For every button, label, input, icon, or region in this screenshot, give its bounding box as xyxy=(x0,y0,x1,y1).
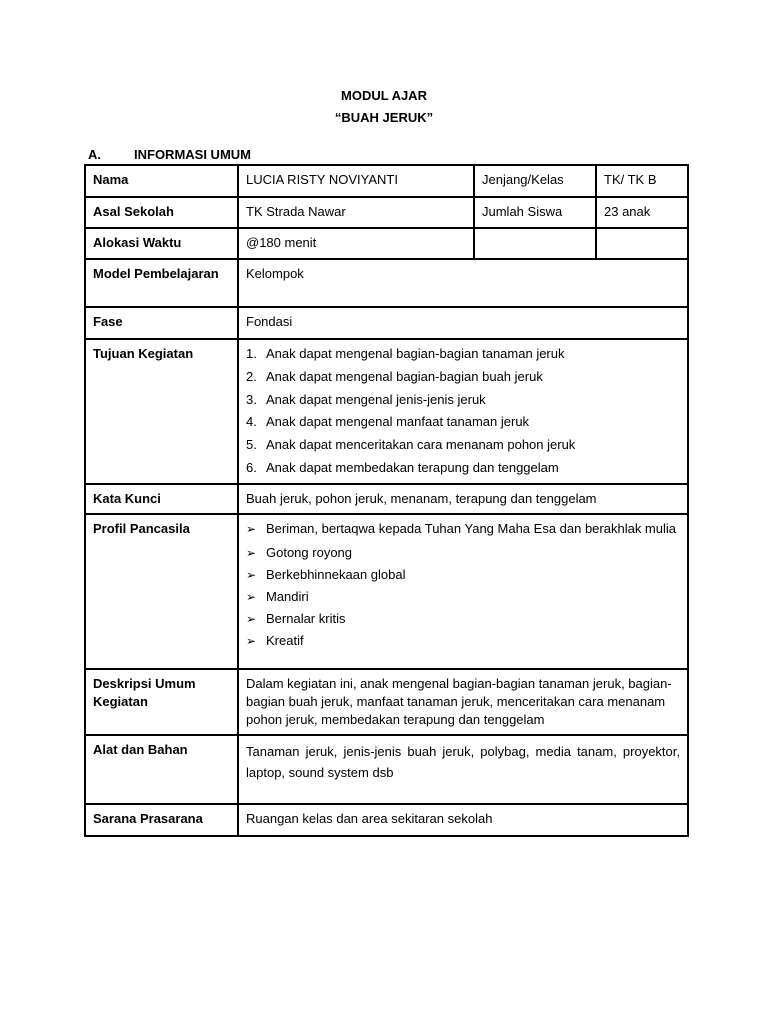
list-text: Mandiri xyxy=(266,588,309,604)
list-item xyxy=(246,630,680,652)
list-number: 4. xyxy=(246,414,257,430)
list-text: Anak dapat membedakan terapung dan tenggelam xyxy=(266,459,559,475)
deskripsi-value: Dalam kegiatan ini, anak mengenal bagian-bagian tanaman jeruk, bagian-bagian buah jeruk, manfaat tanaman jeruk, menceritakan cara menanam pohon jeruk, membedakan terapung dan tenggelam xyxy=(238,669,688,735)
model-label: Model Pembelajaran xyxy=(85,259,238,307)
section-number: A. xyxy=(88,147,101,162)
alokasi-value: @180 menit xyxy=(238,228,474,259)
profil-cell xyxy=(238,514,688,669)
alat-value: Tanaman jeruk, jenis-jenis buah jeruk, polybag, media tanam, proyektor, laptop, sound system dsb xyxy=(238,735,688,804)
list-text: Anak dapat mengenal jenis-jenis jeruk xyxy=(266,391,486,407)
arrow-bullet-icon: ➢ xyxy=(246,521,257,536)
list-item xyxy=(246,389,680,412)
info-table xyxy=(84,164,689,837)
row-deskripsi xyxy=(85,669,688,735)
row-kata-kunci xyxy=(85,484,688,514)
arrow-bullet-icon: ➢ xyxy=(246,567,257,582)
fase-label: Fase xyxy=(85,307,238,339)
sarana-label: Sarana Prasarana xyxy=(85,804,238,836)
row-alat-bahan xyxy=(85,735,688,804)
arrow-bullet-icon: ➢ xyxy=(246,633,257,648)
row-model xyxy=(85,259,688,307)
list-item xyxy=(246,343,680,366)
kata-label: Kata Kunci xyxy=(85,484,238,514)
list-text: Anak dapat mengenal bagian-bagian tanaman jeruk xyxy=(266,346,565,361)
asal-value: TK Strada Nawar xyxy=(238,197,474,228)
list-number: 1. xyxy=(246,346,257,361)
alokasi-label: Alokasi Waktu xyxy=(85,228,238,259)
row-tujuan xyxy=(85,339,688,484)
kata-value: Buah jeruk, pohon jeruk, menanam, terapung dan tenggelam xyxy=(238,484,688,514)
document-subtitle: “BUAH JERUK” xyxy=(334,110,434,125)
jumlah-value: 23 anak xyxy=(596,197,688,228)
document-title: MODUL AJAR xyxy=(341,88,427,103)
row-asal-sekolah xyxy=(85,197,688,228)
alat-label: Alat dan Bahan xyxy=(85,735,238,804)
empty-cell xyxy=(474,228,596,259)
row-nama xyxy=(85,165,688,197)
list-text: Kreatif xyxy=(266,632,304,648)
list-number: 6. xyxy=(246,459,257,475)
profil-list xyxy=(246,520,680,652)
tujuan-label: Tujuan Kegiatan xyxy=(85,339,238,484)
list-text: Gotong royong xyxy=(266,544,353,560)
asal-label: Asal Sekolah xyxy=(85,197,238,228)
list-number: 3. xyxy=(246,391,257,407)
fase-value: Fondasi xyxy=(238,307,688,339)
arrow-bullet-icon: ➢ xyxy=(246,611,257,626)
list-text: Anak dapat menceritakan cara menanam pohon jeruk xyxy=(266,437,576,453)
tujuan-list xyxy=(246,343,680,480)
jumlah-label: Jumlah Siswa xyxy=(474,197,596,228)
list-number: 2. xyxy=(246,368,257,384)
tujuan-cell xyxy=(238,339,688,484)
list-item xyxy=(246,542,680,564)
jenjang-label: Jenjang/Kelas xyxy=(474,165,596,197)
arrow-bullet-icon: ➢ xyxy=(246,545,257,560)
list-text: Beriman, bertaqwa kepada Tuhan Yang Maha Esa dan berakhlak mulia xyxy=(266,520,677,536)
list-text: Berkebhinnekaan global xyxy=(266,566,406,582)
nama-value: LUCIA RISTY NOVIYANTI xyxy=(238,165,474,197)
row-sarana xyxy=(85,804,688,836)
list-item xyxy=(246,366,680,389)
list-text: Bernalar kritis xyxy=(266,610,346,626)
section-label: INFORMASI UMUM xyxy=(134,147,251,162)
arrow-bullet-icon: ➢ xyxy=(246,589,257,604)
jenjang-value: TK/ TK B xyxy=(596,165,688,197)
list-item xyxy=(246,586,680,608)
sarana-value: Ruangan kelas dan area sekitaran sekolah xyxy=(238,804,688,836)
list-item xyxy=(246,520,680,542)
list-item xyxy=(246,564,680,586)
list-item xyxy=(246,608,680,630)
deskripsi-label: Deskripsi Umum Kegiatan xyxy=(85,669,238,735)
list-item xyxy=(246,411,680,434)
list-number: 5. xyxy=(246,437,257,453)
list-item xyxy=(246,457,680,480)
empty-cell xyxy=(596,228,688,259)
list-text: Anak dapat mengenal manfaat tanaman jeruk xyxy=(266,414,530,430)
list-item xyxy=(246,434,680,457)
model-value: Kelompok xyxy=(238,259,688,307)
list-text: Anak dapat mengenal bagian-bagian buah jeruk xyxy=(266,368,543,384)
row-profil xyxy=(85,514,688,669)
row-alokasi xyxy=(85,228,688,259)
row-fase xyxy=(85,307,688,339)
section-heading xyxy=(88,147,251,162)
profil-label: Profil Pancasila xyxy=(85,514,238,669)
nama-label: Nama xyxy=(85,165,238,197)
